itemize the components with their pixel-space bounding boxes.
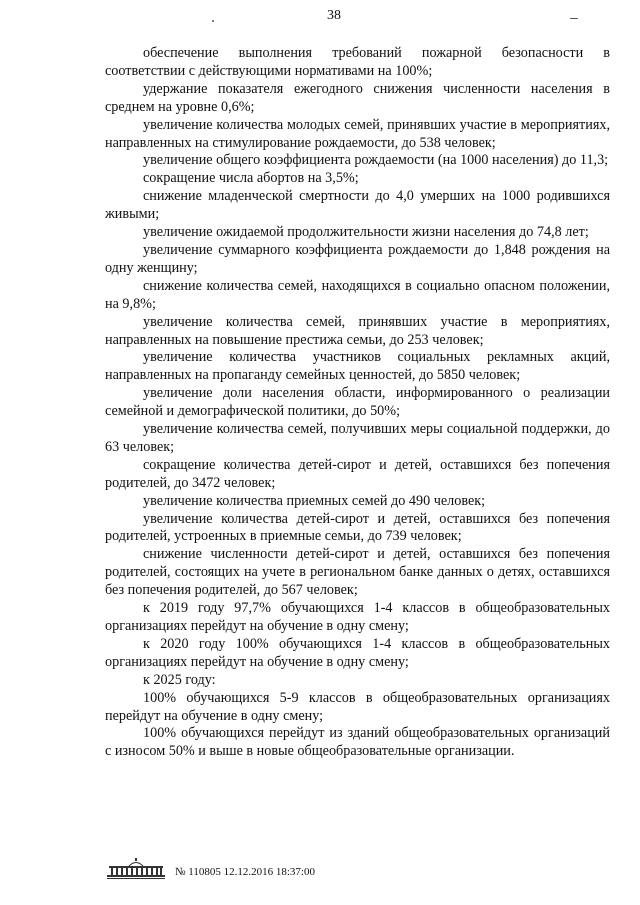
scan-speck [212,20,214,22]
paragraph: увеличение количества молодых семей, принявших участие в мероприятиях, направленных на стимулирование рождаемости, до 538 человек; [105,116,610,151]
paragraph: увеличение количества приемных семей до 490 человек; [143,492,486,509]
paragraph: увеличение количества семей, получивших меры социальной поддержки, до 63 человек; [105,421,610,455]
paragraph: увеличение ожидаемой продолжительности жизни населения до 74,8 лет; [143,224,589,241]
paragraph: удержание показателя ежегодного снижения численности населения в среднем на уровне 0,6%; [105,80,610,115]
government-building-stamp-icon [105,858,167,880]
paragraph: к 2019 году 97,7% обучающихся 1-4 классов в общеобразовательных организациях перейдут на обучение в одну смену; [105,600,610,634]
paragraph: снижение количества семей, находящихся в социально опасном положении, на 9,8%; [105,277,610,312]
paragraph: увеличение количества семей, принявших участие в мероприятиях, направленных на повышение престижа семьи, до 253 человек; [105,313,610,348]
paragraph: снижение младенческой смертности до 4,0 умерших на 1000 родившихся живыми; [105,188,610,223]
paragraph: увеличение доли населения области, информированного о реализации семейной и демографической политики, до 50%; [105,385,610,420]
paragraph: к 2020 году 100% обучающихся 1-4 классов в общеобразовательных организациях перейдут на обучение в одну смену; [105,635,610,670]
paragraph: 100% обучающихся перейдут из зданий общеобразовательных организаций с износом 50% и выше в новые общеобразовательные организации. [105,725,610,760]
scan-speck [570,18,578,19]
paragraph: снижение численности детей-сирот и детей, оставшихся без попечения родителей, состоящих на учете в региональном банке данных о детях, оставшихся без попечения родителей, до 567 человек; [105,546,610,599]
paragraph: увеличение суммарного коэффициента рождаемости до 1,848 рождения на одну женщину; [105,241,610,276]
document-body [105,45,610,761]
document-registration-number: № 110805 12.12.2016 18:37:00 [175,866,315,878]
page-number: 38 [327,8,341,23]
paragraph: увеличение количества участников социальных рекламных акций, направленных на пропаганду семейных ценностей, до 5850 человек; [105,349,610,384]
paragraph: увеличение количества детей-сирот и детей, оставшихся без попечения родителей, устроенных в приемные семьи, до 739 человек; [105,510,610,545]
paragraph: сокращение числа абортов на 3,5%; [143,170,359,187]
paragraph: увеличение общего коэффициента рождаемости (на 1000 населения) до 11,3; [143,152,609,169]
paragraph: сокращение количества детей-сирот и детей, оставшихся без попечения родителей, до 3472 человек; [105,456,610,491]
paragraph: к 2025 году: [143,671,216,688]
paragraph: обеспечение выполнения требований пожарной безопасности в соответствии с действующими нормативами на 100%; [105,45,610,79]
paragraph: 100% обучающихся 5-9 классов в общеобразовательных организациях перейдут на обучение в одну смену; [105,689,610,724]
document-footer [105,858,315,880]
